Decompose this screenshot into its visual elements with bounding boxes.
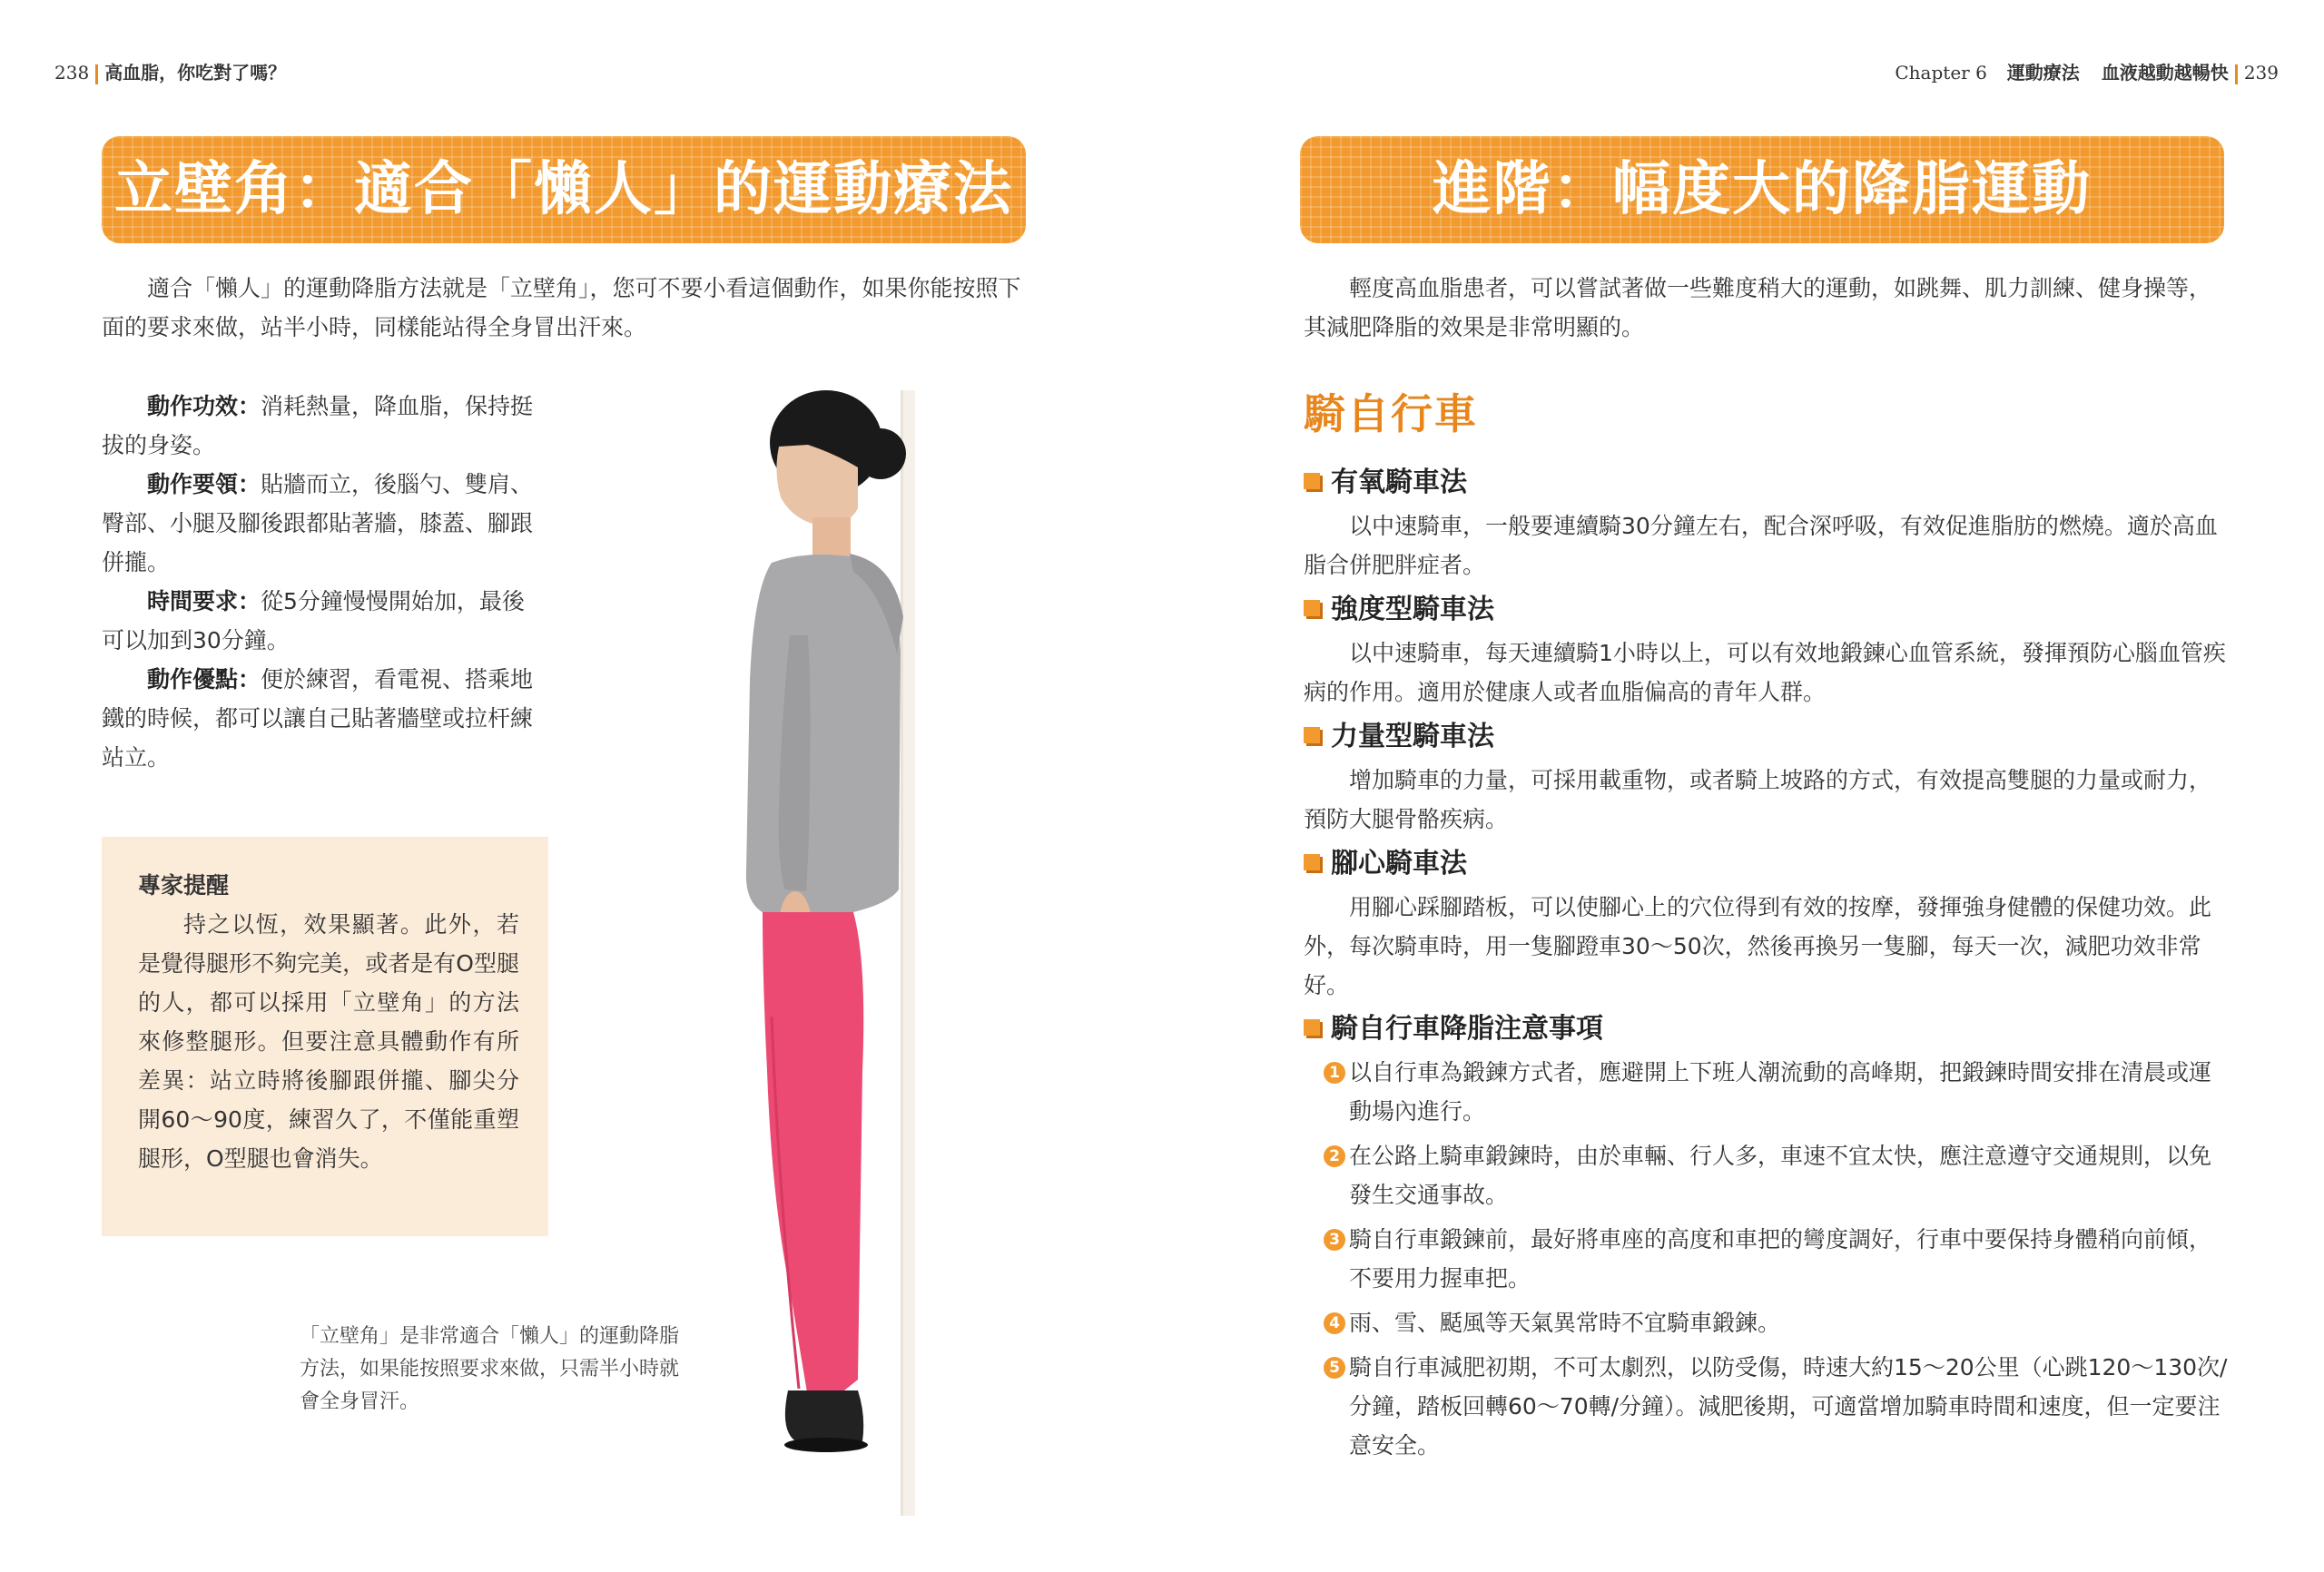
method-paragraph (1304, 761, 2231, 839)
method-text: 用腳心踩腳踏板，可以使腳心上的穴位得到有效的按摩，發揮強身健體的保健功效。此外，每次騎車時，用一隻腳蹬車30～50次，然後再換另一隻腳，每天一次，減肥功效非常好。 (1304, 894, 2212, 998)
feature-text: 從5分鐘慢慢開始加，最後可以加到30分鐘。 (102, 588, 525, 653)
method-paragraph (1304, 634, 2231, 712)
note-item (1324, 1303, 2231, 1342)
page-number-right: 239 (2243, 62, 2279, 84)
feature-text: 消耗熱量，降血脂，保持挺拔的身姿。 (102, 393, 534, 458)
expert-tip-text: 持之以恆，效果顯著。此外，若是覺得腿形不夠完美，或者是有O型腿的人，都可以採用「立壁角」的方法來修整腿形。但要注意具體動作有所差異：站立時將後腳跟併攏、腳尖分開60～90度，練習久了，不僅能重塑腿形，O型腿也會消失。 (138, 911, 519, 1172)
bullet-square-icon (1304, 473, 1320, 489)
bullet-square-icon (1304, 600, 1320, 616)
hoodie (746, 555, 901, 917)
number-badge-icon: 5 (1324, 1357, 1345, 1379)
method-title: 腳心騎車法 (1331, 848, 1467, 879)
feature-item (102, 465, 547, 582)
wall (902, 390, 915, 1516)
method-paragraph (1304, 888, 2231, 1005)
number-badge-icon: 4 (1324, 1312, 1345, 1334)
note-text: 以自行車為鍛鍊方式者，應避開上下班人潮流動的高峰期，把鍛鍊時間安排在清晨或運動場內進行。 (1349, 1059, 2212, 1125)
page-number-left: 238 (54, 62, 90, 84)
notes-title: 騎自行車降脂注意事項 (1331, 1013, 1603, 1045)
note-item (1324, 1348, 2231, 1465)
note-item (1324, 1053, 2231, 1131)
number-badge-icon: 1 (1324, 1062, 1345, 1084)
method-text: 以中速騎車，一般要連續騎30分鐘左右，配合深呼吸，有效促進脂肪的燃燒。適於高血脂合併肥胖症者。 (1304, 513, 2218, 578)
bullet-square-icon (1304, 727, 1320, 743)
feature-list (102, 387, 547, 777)
method-paragraph (1304, 506, 2231, 585)
running-head-left (54, 58, 286, 84)
intro-left: 適合「懶人」的運動降脂方法就是「立壁角」，您可不要小看這個動作，如果你能按照下面的要求來做，站半小時，同樣能站得全身冒出汗來。 (102, 275, 1021, 340)
method-text: 以中速騎車，每天連續騎1小時以上，可以有效地鍛鍊心血管系統，發揮預防心腦血管疾病的作用。適用於健康人或者血脂偏高的青年人群。 (1304, 640, 2226, 705)
note-item (1324, 1136, 2231, 1214)
right-page (1162, 0, 2324, 1572)
bullet-square-icon (1304, 854, 1320, 870)
chapter-label: Chapter 6 (1895, 62, 1987, 84)
title-banner-left: 立壁角：適合「懶人」的運動療法 (102, 136, 1026, 243)
notes-list (1324, 1053, 2231, 1470)
method-heading (1304, 840, 1467, 880)
chapter-subtitle: 血液越動越暢快 (2101, 62, 2229, 84)
note-text: 雨、雪、颳風等天氣異常時不宜騎車鍛鍊。 (1349, 1310, 1781, 1336)
feature-item (102, 387, 547, 465)
feature-label: 動作要領： (147, 471, 261, 497)
method-title: 有氧騎車法 (1331, 467, 1467, 498)
section-title: 騎自行車 (1304, 389, 1478, 438)
feature-item (102, 660, 547, 777)
wall-edge (901, 390, 903, 1516)
hair-bun (855, 428, 906, 479)
running-head-right (1895, 58, 2279, 84)
note-item (1324, 1220, 2231, 1298)
intro-right: 輕度高血脂患者，可以嘗試著做一些難度稍大的運動，如跳舞、肌力訓練、健身操等，其減肥降脂的效果是非常明顯的。 (1304, 275, 2212, 340)
feature-label: 時間要求： (147, 588, 261, 614)
divider-bar (95, 64, 98, 84)
standing-woman-illustration (672, 381, 926, 1516)
figure-caption: 「立壁角」是非常適合「懶人」的運動降脂方法，如果能按照要求來做，只需半小時就會全身冒汗。 (300, 1325, 680, 1413)
method-heading (1304, 713, 1494, 753)
bullet-square-icon (1304, 1019, 1320, 1036)
method-heading (1304, 586, 1494, 626)
number-badge-icon: 3 (1324, 1229, 1345, 1251)
standing-woman-figure (672, 381, 926, 1516)
feature-label: 動作功效： (147, 393, 261, 419)
feature-label: 動作優點： (147, 666, 261, 693)
note-text: 騎自行車鍛鍊前，最好將車座的高度和車把的彎度調好，行車中要保持身體稍向前傾，不要用力握車把。 (1349, 1226, 2212, 1292)
book-title: 高血脂，你吃對了嗎？ (104, 62, 287, 84)
note-text: 騎自行車減肥初期，不可太劇烈，以防受傷，時速大約15～20公里（心跳120～130次/分鐘，踏板回轉60～70轉/分鐘）。減肥後期，可適當增加騎車時間和速度，但一定要注意安全。 (1349, 1354, 2228, 1459)
feature-text: 貼牆而立，後腦勺、雙肩、臀部、小腿及腳後跟都貼著牆，膝蓋、腳跟併攏。 (102, 471, 534, 575)
shoe-sole (784, 1438, 868, 1452)
expert-tip-box (102, 837, 548, 1236)
divider-bar (2235, 64, 2238, 84)
note-text: 在公路上騎車鍛鍊時，由於車輛、行人多，車速不宜太快，應注意遵守交通規則，以免發生交通事故。 (1349, 1143, 2212, 1208)
number-badge-icon: 2 (1324, 1145, 1345, 1167)
title-banner-right: 進階：幅度大的降脂運動 (1300, 136, 2224, 243)
notes-heading (1304, 1006, 1603, 1046)
chapter-title: 運動療法 (2006, 62, 2080, 84)
method-heading (1304, 459, 1467, 499)
feature-item (102, 582, 547, 660)
shoes (785, 1390, 863, 1443)
method-text: 增加騎車的力量，可採用載重物，或者騎上坡路的方式，有效提高雙腿的力量或耐力，預防大腿骨骼疾病。 (1304, 767, 2212, 832)
method-title: 強度型騎車法 (1331, 594, 1494, 625)
feature-text: 便於練習，看電視、搭乘地鐵的時候，都可以讓自己貼著牆壁或拉杆練站立。 (102, 666, 534, 771)
expert-tip-heading: 專家提醒 (138, 872, 230, 899)
method-title: 力量型騎車法 (1331, 721, 1494, 752)
